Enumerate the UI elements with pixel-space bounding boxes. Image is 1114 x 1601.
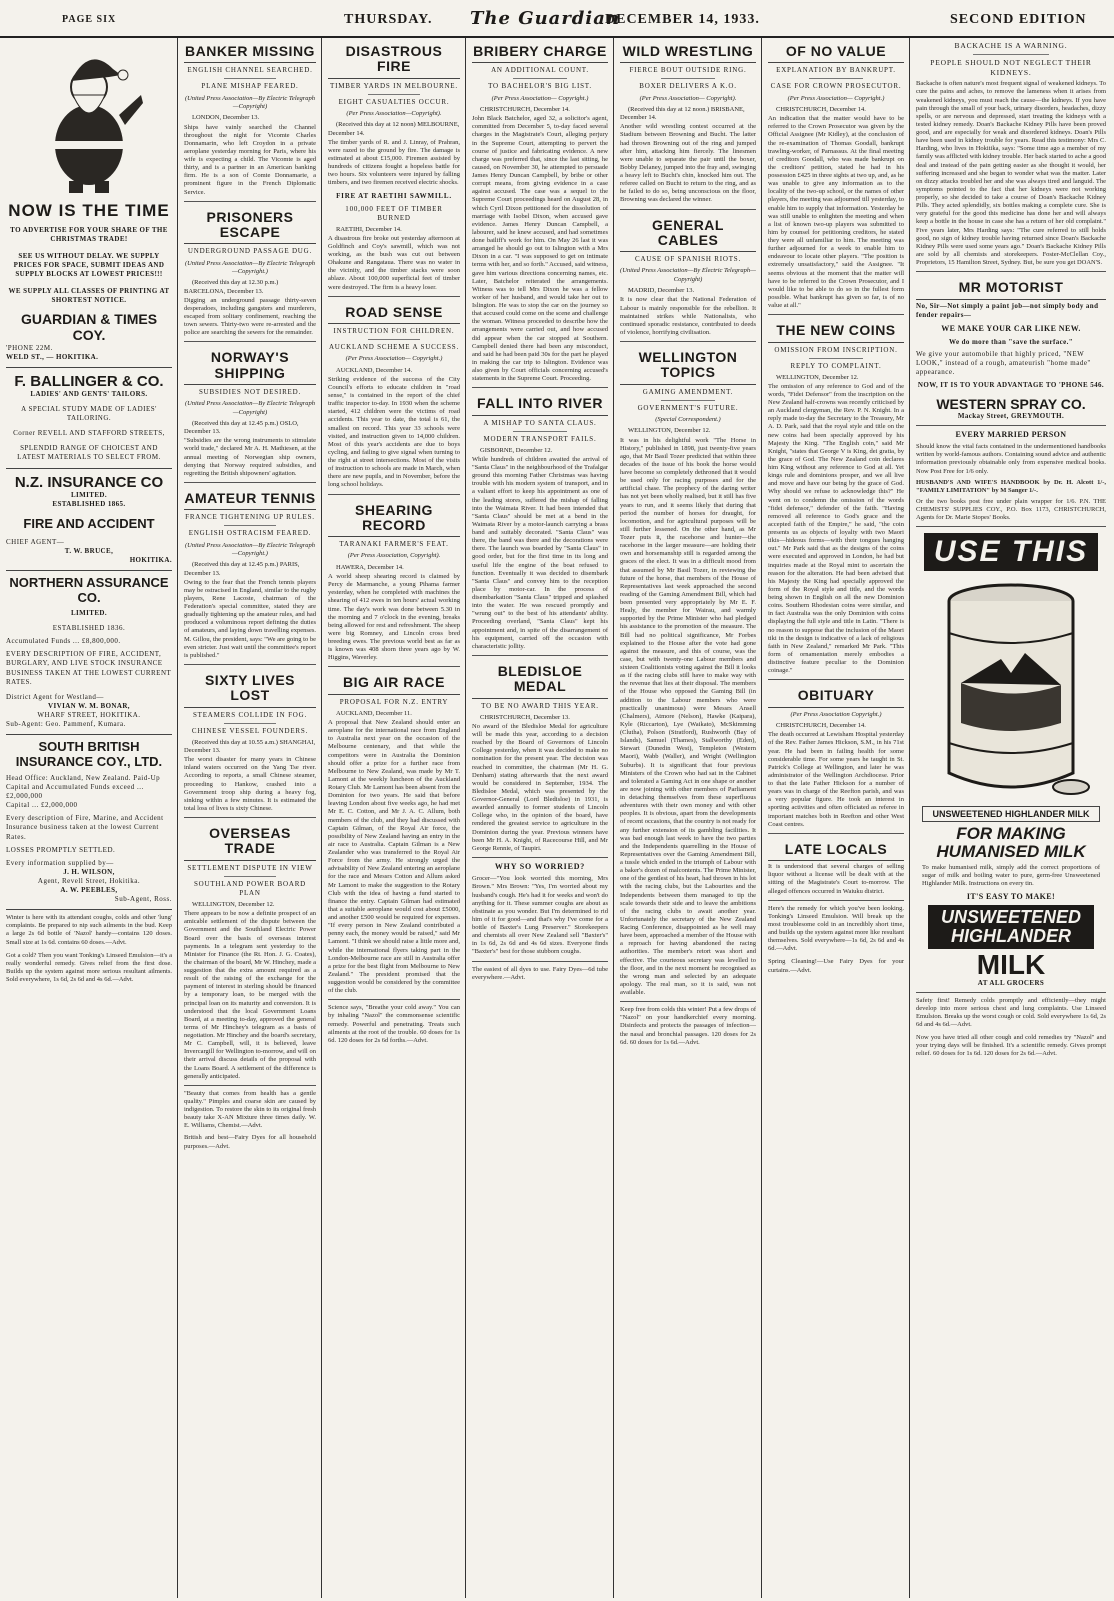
article-body: Grocer—"You look worried this morning, Mrs Brown." Mrs Brown: "Yes, I'm worried about my husband's cough. He's had it for weeks and won't do anything for it. These summer coughs are about as obstinate as you wonder. But I'm determined to rid him of it for good—and that's why I've come for a bottle of Baxter's Lung Preserver." Storekeepers and chemists all over New Zealand sell "Baxter's" in 1s 6d, 2s 6d and 4s 6d sizes. Everyone finds "Baxter's" best for those stubborn coughs. — [472, 875, 608, 956]
advt-paragraph: Spring Cleaning!—Use Fairy Dyes for your curtains.—Advt. — [768, 958, 904, 974]
article-why-so-worried — [472, 862, 608, 962]
ad-text: WHARF STREET, HOKITIKA. — [37, 710, 141, 719]
masthead-edition: SECOND EDITION — [950, 12, 1087, 27]
article-subhead: FIRE AT RAETIHI SAWMILL. — [336, 192, 452, 201]
ad-brand-milk: MILK — [976, 948, 1046, 980]
milk-tin-icon — [921, 573, 1101, 803]
article-deck: BOXER DELIVERS A K.O. — [639, 82, 737, 91]
ad-text: We give your automobile that highly priced, "NEW LOOK," instead of a rough, amateurish "home made" appearance. — [916, 350, 1091, 377]
article-dateline: WELLINGTON, December 12. — [776, 373, 859, 381]
column-3 — [324, 38, 464, 1598]
article-bledisloe-medal — [472, 660, 608, 858]
article-deck: REPLY TO COMPLAINT. — [790, 361, 882, 370]
article-dateline: AUCKLAND, December 14. — [336, 366, 413, 374]
ad-text: We do more than "save the surface." — [948, 338, 1074, 347]
article-dateline: LONDON, December 13. — [192, 114, 260, 122]
ad-text: SPLENDID RANGE OF CHOICEST AND LATEST MATERIALS TO SELECT FROM. — [17, 444, 161, 462]
advt-paragraph: Winter is here with its attendant coughs, colds and other 'lung' complaints. Be prepared to nip such ailments in the bud. Keep a large 2s 6d bottle of 'Nazol' handy—contains 120 doses. Small size at 1s 6d. contains 60 doses.—Advt. — [6, 914, 172, 946]
ad-company: F. BALLINGER & CO. — [14, 372, 164, 390]
ad-text: LIMITED. — [70, 490, 108, 499]
article-credit: (Per Press Association— Copyright.) — [491, 94, 589, 102]
ad-text: LIMITED. — [70, 609, 108, 618]
article-dateline: CHRISTCHURCH, December 13. — [480, 713, 570, 721]
ad-body: Should know the vital facts contained in the undermentioned handbooks written by world-famous authors. Containing sound advice and authentic information previously obtainable only from expensive medical books. Now Post Free for 1/6 only. — [916, 443, 1106, 475]
article-credit: (United Press Association—By Electric Telegraph—Copyright.) — [184, 259, 316, 276]
article-deck: AUCKLAND SCHEME A SUCCESS. — [328, 343, 460, 352]
article-road-sense — [328, 301, 460, 495]
article-dateline: WELLINGTON, December 12. — [192, 901, 275, 909]
ad-phone: 'PHONE 22M. — [6, 343, 53, 352]
ad-every-married-person — [916, 430, 1106, 528]
article-dateline: CHRISTCHURCH, December 14. — [480, 106, 570, 114]
article-dateline: (Received this day at 12.45 p.m.) PARIS, December 13. — [184, 561, 300, 577]
article-credit: (Per Press Association— Copyright). — [639, 94, 737, 102]
article-of-no-value — [768, 40, 904, 315]
ad-text: Accumulated Funds ... £8,800,000. — [6, 637, 121, 646]
ad-body: Backache is often nature's most frequent signal of weakened kidneys. To cure the pains and aches, to remove the lameness when it arises from weakened kidneys, you must reach the cause—the kidneys. If you have pain through the small of your back, urinary disorders, headaches, dizzy spells, or are nervous and depressed, start treating the kidneys with a tested kidney remedy. Doan's Backache Kidney Pills have been proved good, and are especially for weak and disordered kidneys. Doan's Pills have been used in kidney trouble for years. Read this testimony: Mrs C. Harding, who lives in Hokitika, says: "Some time ago a member of my family was afflicted with kidney trouble. Her back started to ache a good deal and instead of the pain getting easier as she thought it would, her suffering increased and she began to wonder what was the matter. Later on dizzy attacks troubled her and she was always tired and languid. The symptoms pointed to the fact that her kidneys were not working properly, so she decided to take a course of Doan's Backache Kidney Pills. They acted splendidly, six bottles making a complete cure. She is very grateful for the good this medicine has done her and will always keep a bottle in the house in case she has a return of her old complaint." Five years later, Mrs Harding says: "The cure referred to still holds good, no sign of kidney trouble having returned since Doan's Backache Kidney Pills were used some years ago." Doan's Backache Kidney Pills are sold by all chemists and storekeepers. Foster-McClellan Coy., Proprietors, 15 Hamilton Street, Sydney. But, be sure you get DOAN'S. — [916, 80, 1106, 266]
ad-text: ESTABLISHED 1865. — [52, 499, 126, 508]
ad-headline: FOR MAKING HUMANISED MILK — [936, 824, 1086, 862]
ad-body: HUSBAND'S AND WIFE'S HANDBOOK by Dr. H. Alcott 1/-, "FAMILY LIMITATION" by M Sanger 1/-. — [916, 478, 1106, 494]
article-headline: SHEARING RECORD — [328, 499, 460, 538]
ad-text: WE MAKE YOUR CAR LIKE NEW. — [941, 323, 1081, 333]
article-big-air-race — [328, 671, 460, 1000]
column-4 — [468, 38, 612, 1598]
ad-tin-label: UNSWEETENED HIGHLANDER MILK — [922, 806, 1100, 822]
article-headline: FALL INTO RIVER — [472, 392, 608, 415]
article-disastrous-fire — [328, 40, 460, 297]
article-deck: EIGHT CASUALTIES OCCUR. — [338, 97, 450, 106]
column-5 — [616, 38, 760, 1598]
ad-ballinger — [6, 368, 172, 469]
ad-text: ESTABLISHED 1836. — [52, 624, 126, 633]
ad-text: TO ADVERTISE FOR YOUR SHARE OF THE CHRISTMAS TRADE! — [10, 225, 168, 243]
article-deck: ENGLISH CHANNEL SEARCHED. — [187, 66, 313, 75]
ad-body: Or the two books post free under plain wrapper for 1/6. P.N. THE CHEMISTS' SUPPLIES COY., P.O. Box 1173, CHRISTCHURCH, Agents for Dr. Marie Stopes' Books. — [916, 497, 1106, 522]
article-credit: (Per Press Association— Copyright.) — [787, 94, 885, 102]
article-credit: (Special Correspondent.) — [655, 415, 721, 423]
article-body: "Subsidies are the wrong instruments to stimulate world trade," declared Mr A. H. Mathiesen, at the annual meeting of Norwegian ship owners, denying that Norway required subsidies, and regretting the British shipowners' agitation. — [184, 437, 316, 477]
article-deck: SETTLEMENT DISPUTE IN VIEW — [187, 863, 313, 872]
article-body: The omission of any reference to God and of the words, "Fidei Defensor" from the inscription on the New Zealand half-crowns was recently criticised by an Auckland clergyman, the Rev. P. N. Knight. In a reply made to-day the Secretary to the Treasury, Mr A. D. Park, said that the royal style and title on the new coins had been specially approved by his Majesty the King. "The English coin," said Mr Knight, "states that George V is King, dei gratia, by the grace of God. The New Zealand coin declares him King without any reference to God at all. Yet kings rule and dominions prosper, and we all live and move and have our being by the grace of God. Why should we refuse to acknowledge this?" He went on to condemn the omission of the words "fidei defensor," defender of the faith. "Having removed all reference to God's grace and the accepted faith of the Empire," he said, "the coin presents us as objects of loyalty with two Maori tikis—hideous forms—with their tongues hanging out." Mr Park said that as the designs of the coins were executed and approved in London, he had but inquiries made at the Royal mint to ascertain the reason for the alteration. He had been advised that his Majesty the King had specially approved the form of the Royal style and title, and the words being shown in English on all the new Dominion coins. Southern Rhodesian coins were similar, and in fact Australia was the only Dominion with coins displaying the full style and title in Latin. "There is no reason to suppose that the inclusion of the Maori tiki in the design is indicative of a lack of religious faith in New Zealand," remarked Mr Park. "This form of ornamentation merely embodies a distinctive feature peculiar to the Dominion coinage." — [768, 382, 904, 675]
article-dateline: (Received this day at 12.30 p.m.) BARCELONA, December 13. — [184, 279, 279, 295]
article-wild-wrestling — [620, 40, 756, 210]
article-dateline: RAETIHI, December 14. — [336, 225, 402, 233]
article-norways-shipping — [184, 346, 316, 483]
article-credit: (Per Press Association, Copyright). — [347, 552, 441, 560]
advt-paragraph: Got a cold? Then you want Tonking's Linseed Emulsion—it's a really wonderful remedy. Gives relief from the first dose. Builds up the system against more serious resultant ailments. Sold everywhere, 1s 6d, 2s 6d and 4s 6d.—Advt. — [6, 951, 172, 984]
article-deck: TO BE NO AWARD THIS YEAR. — [481, 701, 599, 710]
ad-text: T. W. BRUCE, — [64, 547, 114, 555]
article-credit: (United Press Association—By Electric Telegraph—Copyright) — [620, 267, 756, 283]
article-dateline: CHRISTCHURCH, December 14. — [776, 722, 866, 730]
article-headline: DISASTROUS FIRE — [328, 40, 460, 79]
article-body: Striking evidence of the success of the City Council's efforts to educate children in "road sense," is contained in the report of the chief traffic inspector to-day. In 1930 when the scheme started, 412 children were the victims of road accidents. This year to date, the total is 61, the smallest on record. This year 33 schools were visited, and instruction given to 14,000 children. Most of this year's accidents are due to boys cycling, and failing to give signal when turning to the right at street intersections. Most of the visits of instruction to schools are made in March, when there are new pupils, and in November, before the long school holidays. — [328, 375, 460, 489]
article-body: While hundreds of children awaited the arrival of "Santa Claus" in the neighbourhood of the Trafalgar ground this morning Father Christmas was having trouble with his modern system of transport, and in a valiant effort to keep his appointment as one of the leading stores, suffered the mishap of falling into the Waimata River. It had been intended that "Santa Claus" should be met at a bend in the Waimata River by a motor-launch carrying a brass band and suitably decorated. "Santa Claus" was there, the band was there and the decorations were there. The launch was boarded by "Santa Claus" in good order, but for the first time in its long and useful life the engine of the boat refused to function. Eventually it was decided to disembark "Santa Claus" and convey him to the reception place by motor-car. In the process of disembarkation "Santa Claus" tripped and splashed into the water. He was rescued promptly and "wrung out" to the best of his attendants' ability. Proceeding overland, "Santa Claus" kept his appointment and, in spite of the disarrangement of his equipment, carried off the occasion with characteristic jollity. — [472, 455, 608, 650]
article-overseas-trade — [184, 822, 316, 1086]
ad-text: Every description of Fire, Marine, and Accident Insurance business taken at the lowest Current Rates. — [6, 814, 164, 841]
article-body: An indication that the matter would have to be referred to the Crown Prosecutor was given by the Official Assignee (Mr Kidley), at the conclusion of the re-examination of Thomas Goodall, bankrupt trawling-worker, of Parnassus. At the final meeting of creditors Goodall, who was made bankrupt on the creditors' petition, stated he had in his possession £425 in three sights at two up, and, as he was unable to give any information as to the locality of the two-up school, or the names of other players, the meeting was adjourned till yesterday, to enable him to supply that information. Yesterday he was still unable to enlighten the meeting and when a list of known two-up players was submitted to him by counsel for petitioning creditors, he stated they were all unfamiliar to him. The meeting was further adjourned for a week to enable him to endeavour to locate other players. "The position is extremely unsatisfactory," said the Assignee. "It seems obvious at the moment that the matter will have to be referred to the Crown Prosecutor, and I would like to be able to do so in the fullest form possible. What bankrupt has given so far, is of no value at all." — [768, 115, 904, 310]
column-rule — [613, 38, 614, 1598]
article-body: Digging an underground passage thirty-seven desperadoes, including gangsters and murderers, escaped from solitary confinement, reaching the town sewers. Thirty-two were re-arrested and the police are searching the sewers for the remainder. — [184, 296, 316, 337]
ad-text: VIVIAN W. M. BONAR, — [48, 701, 130, 710]
ad-text: LADIES' AND GENTS' TAILORS. — [30, 389, 148, 398]
ad-mr-motorist — [916, 276, 1106, 426]
ad-text: EVERY DESCRIPTION OF FIRE, ACCIDENT, BURGLARY, AND LIVE STOCK INSURANCE BUSINESS TAKEN AT THE LOWEST CURRENT RATES. — [6, 650, 172, 686]
article-deck: SOUTHLAND POWER BOARD PLAN — [193, 879, 307, 897]
article-credit: (Per Press Association— Copyright.) — [345, 355, 443, 363]
article-headline: OBITUARY — [768, 684, 904, 707]
ad-headline: EVERY MARRIED PERSON — [955, 429, 1067, 439]
article-headline: SIXTY LIVES LOST — [184, 669, 316, 708]
ad-text: Sub-Agent, Ross. — [114, 895, 172, 904]
column-rule — [909, 38, 910, 1598]
column-rule — [177, 38, 178, 1598]
masthead-title: The Guardian — [470, 8, 620, 29]
article-headline: BRIBERY CHARGE — [472, 40, 608, 63]
ad-brand: UNSWEETENED HIGHLANDER — [928, 905, 1094, 949]
article-dateline: HAWERA, December 14. — [336, 563, 404, 571]
article-dateline: (Received this day at 12 noon) MELBOURNE, December 14. — [328, 121, 460, 137]
ad-subhead: PEOPLE SHOULD NOT NEGLECT THEIR KIDNEYS. — [930, 57, 1092, 77]
article-deck: FIERCE BOUT OUTSIDE RING. — [629, 66, 747, 75]
article-body: The worst disaster for many years in Chinese inland waters occurred on the Yang Tse river. According to reports, a small Chinese steamer, proceeding to Hankow, crashed into a Government troop ship during a heavy fog, sinking within a few minutes. It is estimated the total loss of lives is sixty Chinese. — [184, 756, 316, 812]
column-6 — [764, 38, 908, 1598]
article-wellington-topics — [620, 346, 756, 1002]
article-shearing-record — [328, 499, 460, 668]
advt-paragraph: Safety first! Remedy colds promptly and efficiently—they might develop into more serious chest and lung complaints. Use Linseed Emulsion. Breaks up the worst cough or cold. Sold everywhere 1s 6d, 2s 6d and 4s 6d.—Advt. — [916, 996, 1106, 1028]
ad-text: Every information supplied by— — [6, 858, 114, 867]
article-headline: ROAD SENSE — [328, 301, 460, 324]
article-general-cables — [620, 214, 756, 343]
article-deck: FRANCE TIGHTENING UP RULES. — [185, 513, 315, 522]
ad-text: A. W. PEEBLES, — [60, 886, 118, 894]
ad-headline: BACKACHE IS A WARNING. — [954, 41, 1068, 50]
article-deck: TO BACHELOR'S BIG LIST. — [488, 82, 592, 91]
article-body: Another wild wrestling contest occurred at the Stadium between Browning and Bucht. The latter had thrown Browning out of the ring and jumped after him, attacking him fiercely. The linesmen were unable to separate the pair until the boxer, Bobby Delaney, jumped into the fray and, swinging a heavy left to Bucht's chin, knocked him out. The referee called on Bucht to return to the ring, and as he failed to do so, being unconscious on the floor, Browning was declared the winner. — [620, 123, 756, 204]
article-credit: (United Press Association—By Electric Telegraph—Copyright) — [184, 400, 316, 416]
advt-paragraph: British and best—Fairy Dyes for all household purposes.—Advt. — [184, 1134, 316, 1150]
ad-text: Sub-Agent: Geo. Pammenf, Kumara. — [6, 720, 126, 728]
article-deck: ENGLISH OSTRACISM FEARED. — [188, 529, 312, 538]
article-body: The timber yards of R. and J. Linray, of Prahran, were razed to the ground by fire. The damage is estimated at about £15,000. Firemen assisted by hundreds of citizens fought a hopeless battle for two hours. Six volunteers were injured by falling timbers, and two firemen received electric shocks. — [328, 138, 460, 187]
article-headline: WILD WRESTLING — [620, 40, 756, 63]
masthead-day: THURSDAY. — [344, 12, 433, 27]
ad-text: No, Sir—Not simply a paint job—not simply body and fender repairs— — [916, 301, 1099, 319]
article-obituary — [768, 684, 904, 833]
article-body: Owing to the fear that the French tennis players may be ostracised in England, similar to the rugby players, Rene Lacoste, chairman of the Federation's special committee, stated they are gradually tightening up the amateur rules, and had produced a voluminous report defining the duties of amateurs, and laying down travelling expenses. M. Gillou, the president, says: "We are going to be even stricter. Just wait until the committee's report is published." — [184, 578, 316, 659]
article-body: The death occurred at Lewisham Hospital yesterday of the Rev. Father James Hickson, S.M., in his 71st year. He had been in failing health for some considerable time. For some years he taught in St. Patrick's College at Wellington, and later he was administrator of the Wellington Archdiocese. Prior to that the late Father Hickson for a number of years was in charge of the Reefton parish, and was a very popular figure. He took an interest in sporting activities and often officiated as referee in important matches both in Reefton and other West Coast centres. — [768, 731, 904, 828]
article-body: John Black Batchelor, aged 32, a solicitor's agent, committed from December 5, to-day faced several charges in the Magistrate's Court, alleging perjury in the Supreme Court, attempting to pervert the course of justice and fabricating evidence. A new charge was preferred that, since the last sitting, he caused, on November 30, he attempted to persuade James Henry Duncan Campbell, by bribe or other corrupt means, from giving evidence in a case against accused. The case was a sequel to the Supreme Court proceedings heard on August 28, in which Cyril Dixon petitioned for the dissolution of marriage with Isobel Dixon, when accused gave evidence. James Henry Duncan Campbell, a labourer, said he knew accused, and had sometimes done bailiff's work for him. On May 26 last it was arranged he should go out to Islington with a Mrs Dixon in a car. "I was supposed to get on intimate terms with her, and so forth." Accused, said witness, gave him various directions concerning names, etc. Later, Batchelor reiterated the arrangements. Witness was to tell Mrs Dixon he was a fellow worker of her husband, and would take her out to Islington. He was to stop the car on the journey so that accused could come on the scene and challenge the woman. Witness proceeded to describe how the arrangements were carried out, and how accused did appear when the car stopped at Southern. Campbell denied there had been any misconduct, and said he had been paid 30s for the part he played in making the car trip to Islington. Evidence was also given by Court officials concerning accused's statements in the Supreme Court. Proceeding. — [472, 115, 608, 383]
article-body: It was in his delightful work "The Horse in History," published in 1898, just twenty-five years ago, that Mr Basil Tozer predicted that within three decades of the issue of his book the horse would have become so completely dethroned that it would be used only for racing purposes and for the artificial chase. The prophecy of the daring writer has not yet been wholly realised, but it still has five years to run, and it seems likely that during that period the number of horses for draught, for locomotion, and for agricultural purposes will be still further lessened. On the other hand, as Mr Tozer puts it, the racehorse and hunter—the racehorse in the larger measure—are holding their own and horsemanship still is regarded among the graces of the elect. It was in a difficult mood from that assumed by Mr Basil Tozer, in reviewing the future of the horse, that members of the House of Representatives last week approached the second reading of the Gaming Amendment Bill, which had been presented very appropriately by Mr E. F. Healy, the member for Wairau, and warmly supported by the Prime Minister who had pledged his assistance to the promotion of the measure. The Bill had no political significance, Mr Forbes explained to the House after the vote had gone against the measure, and this of course, was the case, but with twenty-one Labour members and sixteen Coalitionists voting against the Bill it looks as if the racing clubs still have to make way with the revenue that lies at their disposal. The members of the House who opposed the Gaming Bill (in addition to the Labour members who were practically unanimous) were Messrs Ansell (Chalmers), Atmore (Nelson), Hawke (Kaipara), Kyle (Riccarton), Lye (Waikato), McSkimming (Clutha), Polson (Stratford), Rushworth (Bay of Islands), Samuel (Thames), Stallworthy (Eden), Stewart (Dunedin West), Templeton (Western Maori), Wabb (Waller), and Wright (Wellington Suburbs). It is significant that four previous Ministers of the Crown who had sat in the Cabinet and tolerated a Gaming Act in one shape or another are now joining with other members of Parliament in detaching themselves from these superfluous adventures with their own money and with other peoples. It is obvious, apart from the developments of recent occasions, that the country is not ready for any further extension of its gambling facilities. It was bad enough last week to have the two parties and the Independents quarrelling in the House of Representatives over the Gaming Amendment Bill, a tussle which ended in the triumph of Labour with a baker's dozen of malcontents. The Prime Minister, one of the gentlest of his heart, had thrown in his lot with the racing clubs, but the Labourites and the Independents between them managed to tip the scale towards their side and to leave the ambitions of the racing clubs to await another year. Unfortunately the secretary of the New Zealand Racing Conference, disappointed as he well may have been, approached a member of the House with a reproach for having abandoned the racing authorities. The member's retort was short and effective. The courteous secretary was levelled to the floor, and in the next moment he recognised as the wrong man and selected by an adequate apology. The real man, so it is said, was not available. — [620, 436, 756, 997]
article-deck: INSTRUCTION FOR CHILDREN. — [333, 327, 455, 336]
ad-northern-assurance — [6, 571, 172, 735]
column-rule — [321, 38, 322, 1598]
ad-now-is-the-time — [6, 38, 172, 368]
ad-heading: FIRE AND ACCIDENT — [23, 515, 155, 531]
article-banker-missing — [184, 40, 316, 202]
article-deck: GOVERNMENT'S FUTURE. — [637, 403, 739, 412]
ad-address: Mackay Street, GREYMOUTH. — [957, 411, 1065, 420]
article-prisoners-escape — [184, 206, 316, 343]
ad-headline: MR MOTORIST — [916, 276, 1106, 299]
masthead — [0, 0, 1114, 38]
ad-text: WE SUPPLY ALL CLASSES OF PRINTING AT SHORTEST NOTICE. — [8, 287, 170, 305]
article-subhead: WHY SO WORRIED? — [494, 861, 586, 871]
ad-text: AT ALL GROCERS — [977, 978, 1045, 987]
article-dateline: (Received this day at 12.45 p.m.) OSLO, December 13. — [184, 420, 299, 436]
article-headline: THE NEW COINS — [768, 319, 904, 342]
ad-company: GUARDIAN & TIMES COY. — [20, 311, 158, 344]
advt-paragraph: Now you have tried all other cough and cold remedies try "Nazol" and your trying days will be finished. It's a scientific remedy. Gives prompt relief. 60 doses for 1s 6d. 120 doses for 2s 6d.—Advt. — [916, 1034, 1106, 1058]
ad-text: LOSSES PROMPTLY SETTLED. — [6, 845, 116, 854]
article-deck: TARANAKI FARMER'S FEAT. — [339, 540, 449, 549]
article-deck: EXPLANATION BY BANKRUPT. — [776, 66, 896, 75]
ad-text: J. H. WILSON, — [63, 867, 115, 876]
ad-banner: USE THIS — [924, 533, 1098, 571]
article-headline: BIG AIR RACE — [328, 671, 460, 694]
ad-text: SEE US WITHOUT DELAY. WE SUPPLY PRICES FOR SPACE, SUBMIT IDEAS AND SUPPLY BLOCKS AT LOWEST PRICES!!! — [13, 251, 165, 279]
article-body: A disastrous fire broke out yesterday afternoon at Goldfinch and Coy's sawmill, which was not working, as the bush was cut out between Ohakune and Rangataua. There was no water in the vicinity, and the timber stacks were soon ablaze. About 100,000 superficial feet of timber were destroyed. The firm is a heavy loser. — [328, 234, 460, 291]
article-deck: CHINESE VESSEL FOUNDERS. — [191, 726, 309, 735]
article-credit: (United Press Association—By Electric Telegraph—Copyright) — [184, 94, 316, 111]
article-dateline: MADRID, December 13. — [628, 287, 695, 295]
ad-text: Head Office: Auckland, New Zealand. Paid-Up Capital and Accumulated Funds exceed ... £2,000,000 — [6, 773, 161, 801]
article-deck: 100,000 FEET OF TIMBER BURNED — [345, 204, 443, 222]
article-dateline: CHRISTCHURCH, December 14. — [776, 106, 866, 114]
article-dateline: (Received this day at 12 noon.) BRISBANE, December 14. — [620, 106, 745, 122]
ad-highlander-milk — [916, 533, 1106, 992]
article-deck: UNDERGROUND PASSAGE DUG. — [187, 247, 313, 256]
article-body: A proposal that New Zealand should enter an aeroplane for the international race from England to Australia next year on the occasion of the Melbourne centenary, and that while the competitors were in Australia the Dominion should offer a prize for a further race from Melbourne to New Zealand, was made by Mr T. Lamont at the weekly luncheon of the Auckland Rotary Club. Mr Lamont has been absent from the Dominion for two years. He said that before leaving London about five weeks ago, he had met Mr E. C. Cotton, and Mr J. A. C. Allum, both members of the club, and they had discussed with Captain Gilman, of the Royal Air force, the possibility of New Zealand having an entry in the air race to Australia. Captain Gilman is a New Zealander who was transferred to the Royal Air Force from the army. He strongly urged the advisability of New Zealand entering an aeroplane for the race and Messrs Cotton and Allum asked Mr Lamont to make the suggestion to the Rotary Club with the idea of having a fund started to finance the entry. Captain Gilman had estimated that a suitable aeroplane would cost about £5000, and another £500 would be required for expenses. "If every person in New Zealand contributed a penny each, the money would be raised," said Mr Lamont. "I think we should raise a little more and, while the international flyers taking part in the London-Melbourne race are still in Australia offer a prize for the best flight from Melbourne to New Zealand." The president promised that the suggestion would be considered by the committee of the club. — [328, 719, 460, 995]
article-late-locals — [768, 838, 904, 901]
article-sixty-lives-lost — [184, 669, 316, 818]
article-body: Ships have vainly searched the Channel throughout the night for Vicomte Charles Donnamarin, who left Croydon in a private aeroplane yesterday morning for Paris, where his wife is expecting a child. The Vicomte is aged thirty, and is a partner in an American banking firm. He is a son of Comte Donnamarie, a prominent figure in the French Diplomatic Service. — [184, 123, 316, 196]
ad-text: NOW, IT IS TO YOUR ADVANTAGE TO 'PHONE 546. — [917, 381, 1105, 390]
article-deck: STEAMERS COLLIDE IN FOG. — [192, 710, 308, 719]
column-rule — [761, 38, 762, 1598]
ad-text: District Agent for Westland— — [6, 692, 104, 701]
article-dateline: GISBORNE, December 12. — [480, 446, 553, 454]
article-headline: LATE LOCALS — [768, 838, 904, 861]
ad-company: NORTHERN ASSURANCE CO. — [9, 575, 169, 606]
article-the-new-coins — [768, 319, 904, 680]
article-bribery-charge — [472, 40, 608, 388]
article-dateline: (Received this day at 10.55 a.m.) SHANGHAI, December 13. — [184, 738, 316, 754]
article-credit: (United Press Association—By Electric Telegraph—Copyright.) — [184, 541, 316, 557]
column-1 — [2, 38, 176, 1598]
column-rule — [465, 38, 466, 1598]
article-fall-into-river — [472, 392, 608, 656]
article-deck: A MISHAP TO SANTA CLAUS. — [483, 418, 597, 427]
ad-text: Corner REVELL AND STAFFORD STREETS, — [13, 429, 165, 438]
article-dateline: AUCKLAND, December 11. — [336, 709, 412, 717]
article-body: A world sheep shearing record is claimed by Percy de Marmanche, a young Pihama farmer yesterday, when he completed with machines the shearing of 412 ewes in ten hours' actual working time. The day's work was done between 5.30 in the morning and 7 o'clock in the evening, breaks being allowed for rest and refreshment. The sheep were big Romney, and Lincoln cross bred breeding ewes. The previous world best as far as is known was 408 shorn three years ago by W. Higgins, Waverley. — [328, 573, 460, 662]
article-body: There appears to be now a definite prospect of an amicable settlement of the dispute between the Government and the Southland Electric Power Board over the basis of overseas interest payments. In a telegram sent yesterday to the Minister for Finance (the Rt. Hon. J. G. Coates), the chairman of the board, Mr W. Hinchey, made a suggestion that the extra amount required as a result of the raising of the exchange for the payment of interest in sterling should be financed by a temporary loan, to be merged with the principal loan on its maturity and conversion. It is understood that the local Government Loans Board, at a meeting to-day, approved the general terms of Mr Hinchey's telegram as a basis of negotiation. Mr Hinchey and the board's secretary, Mr C. Campbell, will, it is believed, leave Invercargill for Wellington to-morrow, and will on their arrival discuss details of the proposal with the Loans Board. A settlement of the difference is generally anticipated. — [184, 910, 316, 1080]
article-headline: PRISONERS ESCAPE — [184, 206, 316, 245]
article-deck: CAUSE OF SPANISH RIOTS. — [634, 255, 742, 264]
page-label: PAGE SIX — [62, 14, 117, 25]
advt-paragraph: Here's the remedy for which you've been looking. Tonking's Linseed Emulsion. Will break up the most troublesome cold in an incredibly short time, and builds up the system against more like resultant themselves. Sold everywhere—1s 6d, 2s 6d and 4s 6d.—Advt. — [768, 904, 904, 953]
article-headline: GENERAL CABLES — [620, 214, 756, 253]
article-body: No award of the Bledisloe Medal for agriculture will be made this year, according to a decision reached by the Board of Governors of Lincoln College yesterday, when it was decided to make no nomination for the present year. The decision was reached in committee, the chairman (Mr H. G. Denham) stating afterwards that the next award would be considered in September, 1934. The Bledisloe Medal, which was presented by the Governor-General (Lord Bledisloe) in 1931, is awarded annually to former students of Lincoln College who, in the opinion of the board, have rendered the greatest service to agriculture in the Dominion during the year. Previous winners have been Mr H. A. Knight, of Racecourse Hill, and Mr George Rennie, of Taupiri. — [472, 722, 608, 852]
article-credit: (Per Press Association Copyright.) — [790, 710, 882, 718]
article-body: It is now clear that the National Federation of Labour is mainly responsible for the rebellion. It maintained strikes while Nationalists, who continued sporadic resistance, contributed to deeds of violence, horrifying civilisation. — [620, 296, 756, 336]
article-dateline: WELLINGTON, December 12. — [628, 427, 711, 435]
santa-claus-icon — [29, 45, 149, 195]
article-headline: OF NO VALUE — [768, 40, 904, 63]
advt-paragraph: "Beauty that comes from health has a gentle quality." Pimples and coarse skin are caused by indigestion. To restore the skin to its original fresh beauty take X-AN Mixture three times daily. W. E. Williams, Chemist.—Advt. — [184, 1089, 316, 1130]
column-7 — [912, 38, 1110, 1598]
ad-text: CHIEF AGENT— — [6, 537, 65, 546]
article-deck: SUBSIDIES NOT DESIRED. — [198, 388, 302, 397]
ad-text: A SPECIAL STUDY MADE OF LADIES' TAILORING. — [21, 405, 157, 423]
ad-company: SOUTH BRITISH INSURANCE COY., LTD. — [15, 739, 163, 770]
article-deck: GAMING AMENDMENT. — [642, 387, 734, 396]
article-body: It is understood that several charges of selling liquor without a license will be dealt with at the sitting of the Magistrate's Court to-morrow. The alleged offences occurred in Waiuku district. — [768, 863, 904, 895]
ad-south-british — [6, 735, 172, 910]
article-deck: AN ADDITIONAL COUNT. — [491, 66, 589, 75]
advt-paragraph: Science says, "Breathe your cold away." You can by inhaling "Nazol" the commonsense scientific remedy. Powerful and penetrating. Treats such ailments at the root of the trouble. 60 doses for 1s 6d. 120 doses for 2s 6d forths.—Advt. — [328, 1004, 460, 1044]
article-deck: PLANE MISHAP FEARED. — [201, 82, 299, 91]
advt-paragraph: Keep free from colds this winter! Put a few drops of "Nazol" on your handkerchief every morning. Disinfects and protects the passages of infection—the nasal and bronchial passages. 120 doses for 2s 6d. 60 doses for 1s 6d.—Advt. — [620, 1006, 756, 1046]
ad-text: Agent, Revell Street, Hokitika. — [37, 876, 141, 885]
article-headline: AMATEUR TENNIS — [184, 487, 316, 510]
column-2 — [180, 38, 320, 1598]
article-headline: NORWAY'S SHIPPING — [184, 346, 316, 385]
ad-address: WELD ST., — HOKITIKA. — [6, 352, 99, 361]
article-deck: MODERN TRANSPORT FAILS. — [483, 434, 597, 443]
ad-body: To make humanised milk, simply add the correct proportions of sugar of milk and boiling water to pure, germ-free Unsweetened Highlander Milk. Instructions on every tin. — [922, 863, 1100, 888]
article-credit: (Per Press Association—Copyright). — [346, 109, 442, 117]
ad-headline: NOW IS THE TIME — [8, 201, 170, 220]
article-deck: PROPOSAL FOR N.Z. ENTRY — [339, 697, 449, 706]
article-headline: BANKER MISSING — [184, 40, 316, 63]
ad-backache — [916, 41, 1106, 272]
advt-paragraph: The easiest of all dyes to use. Fairy Dyes—6d tube everywhere.—Advt. — [472, 965, 608, 981]
ad-text: IT'S EASY TO MAKE! — [966, 892, 1056, 902]
ad-text: Capital ... £2,000,000 — [6, 801, 78, 810]
article-deck: TIMBER YARDS IN MELBOURNE. — [330, 81, 458, 90]
article-headline: OVERSEAS TRADE — [184, 822, 316, 861]
masthead-date: DECEMBER 14, 1933. — [605, 12, 760, 27]
ad-company: WESTERN SPRAY CO. — [936, 395, 1086, 412]
article-deck: OMISSION FROM INSCRIPTION. — [774, 345, 898, 354]
ad-text: HOKITIKA. — [129, 556, 172, 565]
article-headline: WELLINGTON TOPICS — [620, 346, 756, 385]
ad-nz-insurance — [6, 469, 172, 572]
article-amateur-tennis — [184, 487, 316, 665]
ad-company: N.Z. INSURANCE CO — [14, 473, 164, 491]
article-deck: CASE FOR CROWN PROSECUTOR. — [770, 82, 902, 91]
article-headline: BLEDISLOE MEDAL — [472, 660, 608, 699]
